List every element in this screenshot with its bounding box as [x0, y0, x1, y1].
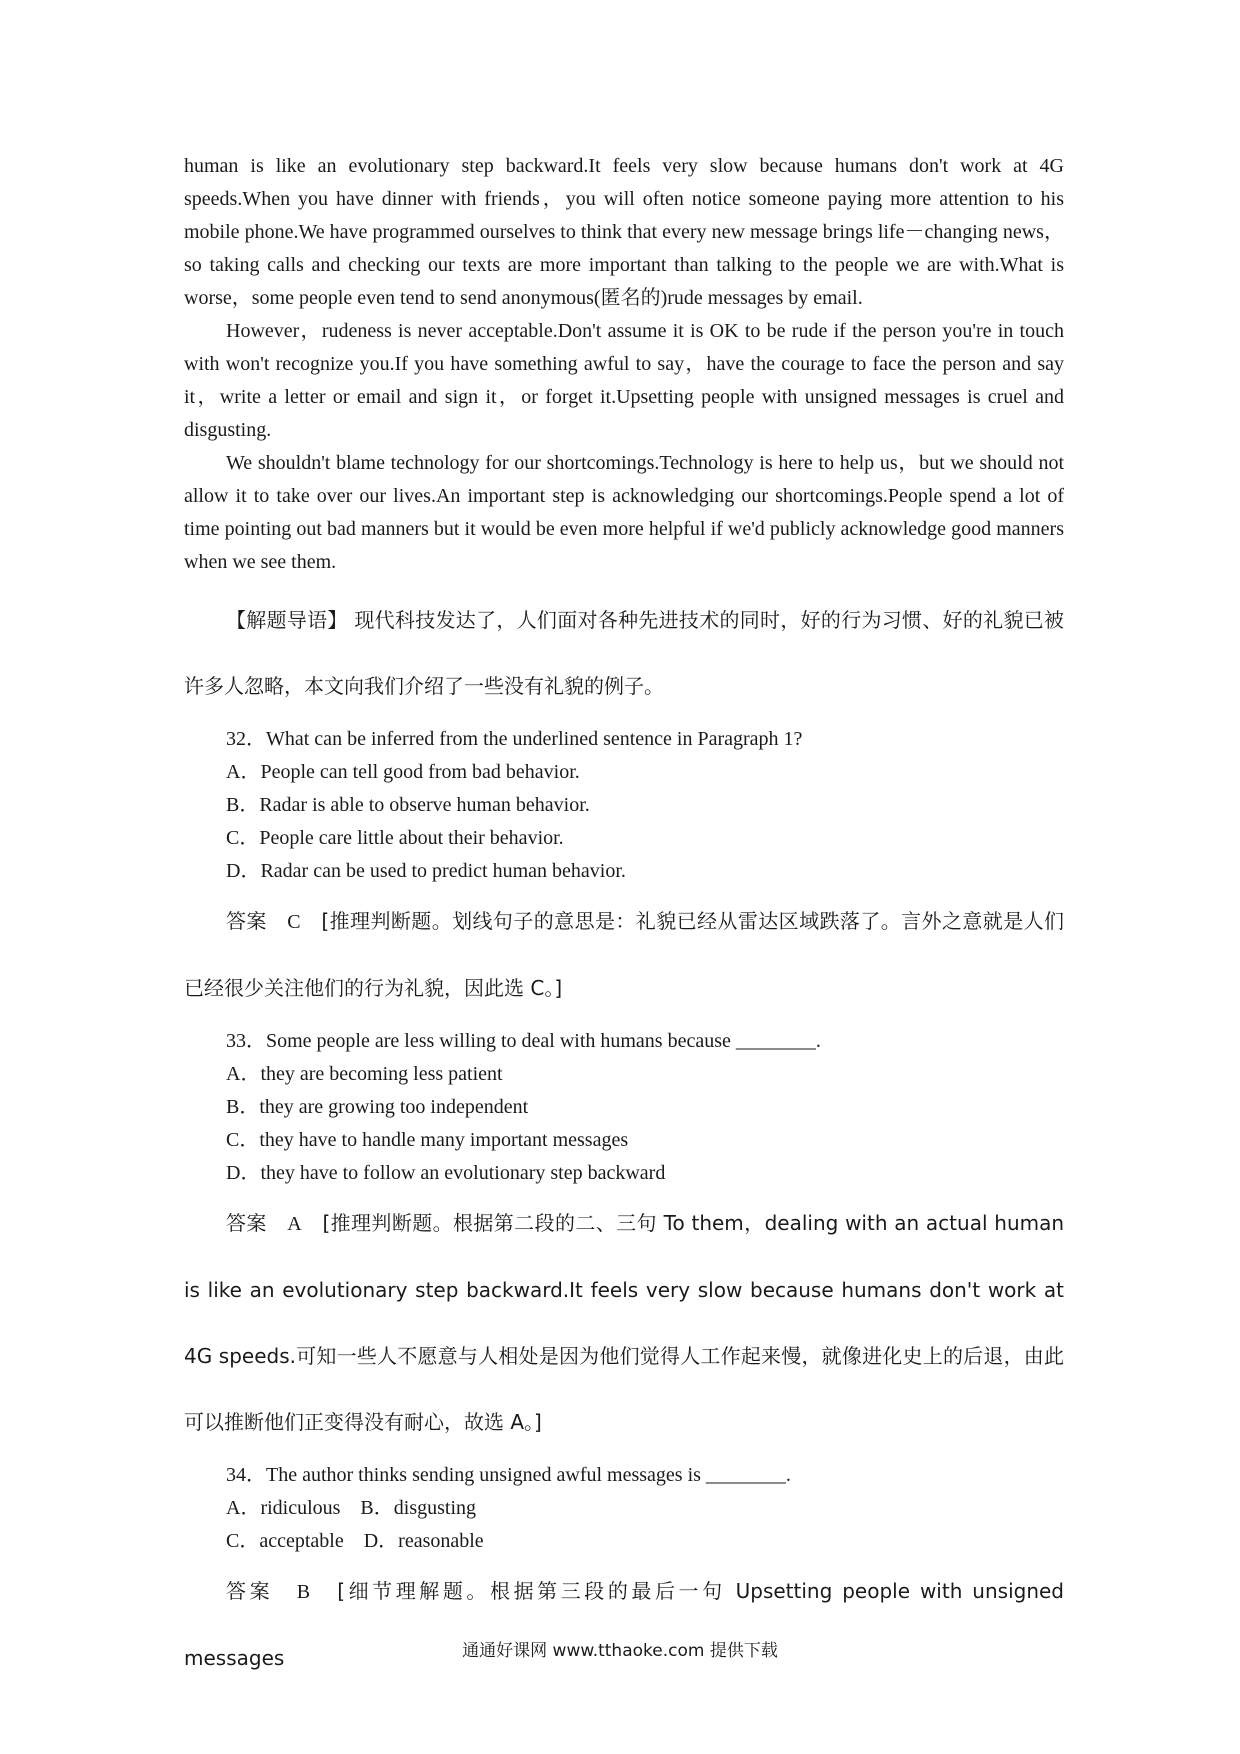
passage-paragraph-3: However，rudeness is never acceptable.Don't assume it is OK to be rude if the person you're in touch with won't recognize you.If you have something awful to say，have the courage to face the person and say it，write a letter or email and sign it，or forget it.Upsetting people with unsigned messages is cruel and disgusting.	[184, 320, 1064, 441]
explanation-text: [细节理解题。根据第三段的最后一句 Upsetting people with unsigned messages	[184, 1579, 1065, 1670]
question-stem: 32．What can be inferred from the underlined sentence in Paragraph 1?	[226, 728, 803, 750]
option-d: D．Radar can be used to predict human behavior.	[226, 860, 626, 882]
guide-text: 现代科技发达了，人们面对各种先进技术的同时，好的行为习惯、好的礼貌已被许多人忽略，本文向我们介绍了一些没有礼貌的例子。	[184, 608, 1065, 698]
answer-label: 答案	[226, 1211, 267, 1235]
answer-label: 答案	[226, 1579, 274, 1603]
option-a: A．they are becoming less patient	[226, 1063, 503, 1085]
answer-key: A	[287, 1213, 302, 1235]
answer-explanation	[184, 1190, 1064, 1455]
answer-key: B	[296, 1581, 311, 1603]
explanation-text: [推理判断题。根据第二段的二、三句 To them，dealing with an actual human is like an evolutionary step backward.It feels very slow because humans don't work at 4G speeds.可知一些人不愿意与人相处是因为他们觉得人工作起来慢，就像进化史上的后退，由此可以推断他们正变得没有耐心，故选 A。]	[184, 1211, 1065, 1434]
option-b: B．Radar is able to observe human behavior.	[226, 794, 590, 816]
page-footer: 通通好课网 www.tthaoke.com 提供下载	[462, 1641, 778, 1661]
answer-key: C	[287, 911, 301, 933]
question-stem: 33．Some people are less willing to deal with humans because ________.	[226, 1030, 821, 1052]
passage-paragraph-4: We shouldn't blame technology for our shortcomings.Technology is here to help us，but we should not allow it to take over our lives.An important step is acknowledging our shortcomings.People spend a lot of time pointing out bad manners but it would be even more helpful if we'd publicly acknowledge good manners when we see them.	[184, 452, 1064, 573]
option-c: C．they have to handle many important messages	[226, 1129, 629, 1151]
options-row-1: A．ridiculous B．disgusting	[226, 1497, 477, 1519]
answer-explanation	[184, 888, 1064, 1021]
guide-label: 【解题导语】	[226, 608, 348, 632]
explanation-text: [推理判断题。划线句子的意思是：礼貌已经从雷达区域跌落了。言外之意就是人们已经很少关注他们的行为礼貌，因此选 C。]	[184, 909, 1065, 1000]
question-32	[184, 723, 1064, 1021]
guide-section	[184, 587, 1064, 719]
question-33	[184, 1025, 1064, 1455]
page-content	[184, 150, 1064, 1691]
option-d: D．they have to follow an evolutionary step backward	[226, 1162, 666, 1184]
options-row-2: C．acceptable D．reasonable	[226, 1530, 484, 1552]
option-c: C．People care little about their behavior.	[226, 827, 564, 849]
question-stem: 34．The author thinks sending unsigned awful messages is ________.	[226, 1464, 791, 1486]
passage-paragraph-2-continued: human is like an evolutionary step backward.It feels very slow because humans don't work at 4G speeds.When you have dinner with friends，you will often notice someone paying more attention to his mobile phone.We have programmed ourselves to think that every new message brings life－changing news，so taking calls and checking our texts are more important than talking to the people we are with.What is worse，some people even tend to send anonymous(匿名的)rude messages by email.	[184, 155, 1064, 309]
option-b: B．they are growing too independent	[226, 1096, 529, 1118]
option-a: A．People can tell good from bad behavior.	[226, 761, 580, 783]
answer-explanation	[184, 1558, 1064, 1691]
answer-label: 答案	[226, 909, 267, 933]
